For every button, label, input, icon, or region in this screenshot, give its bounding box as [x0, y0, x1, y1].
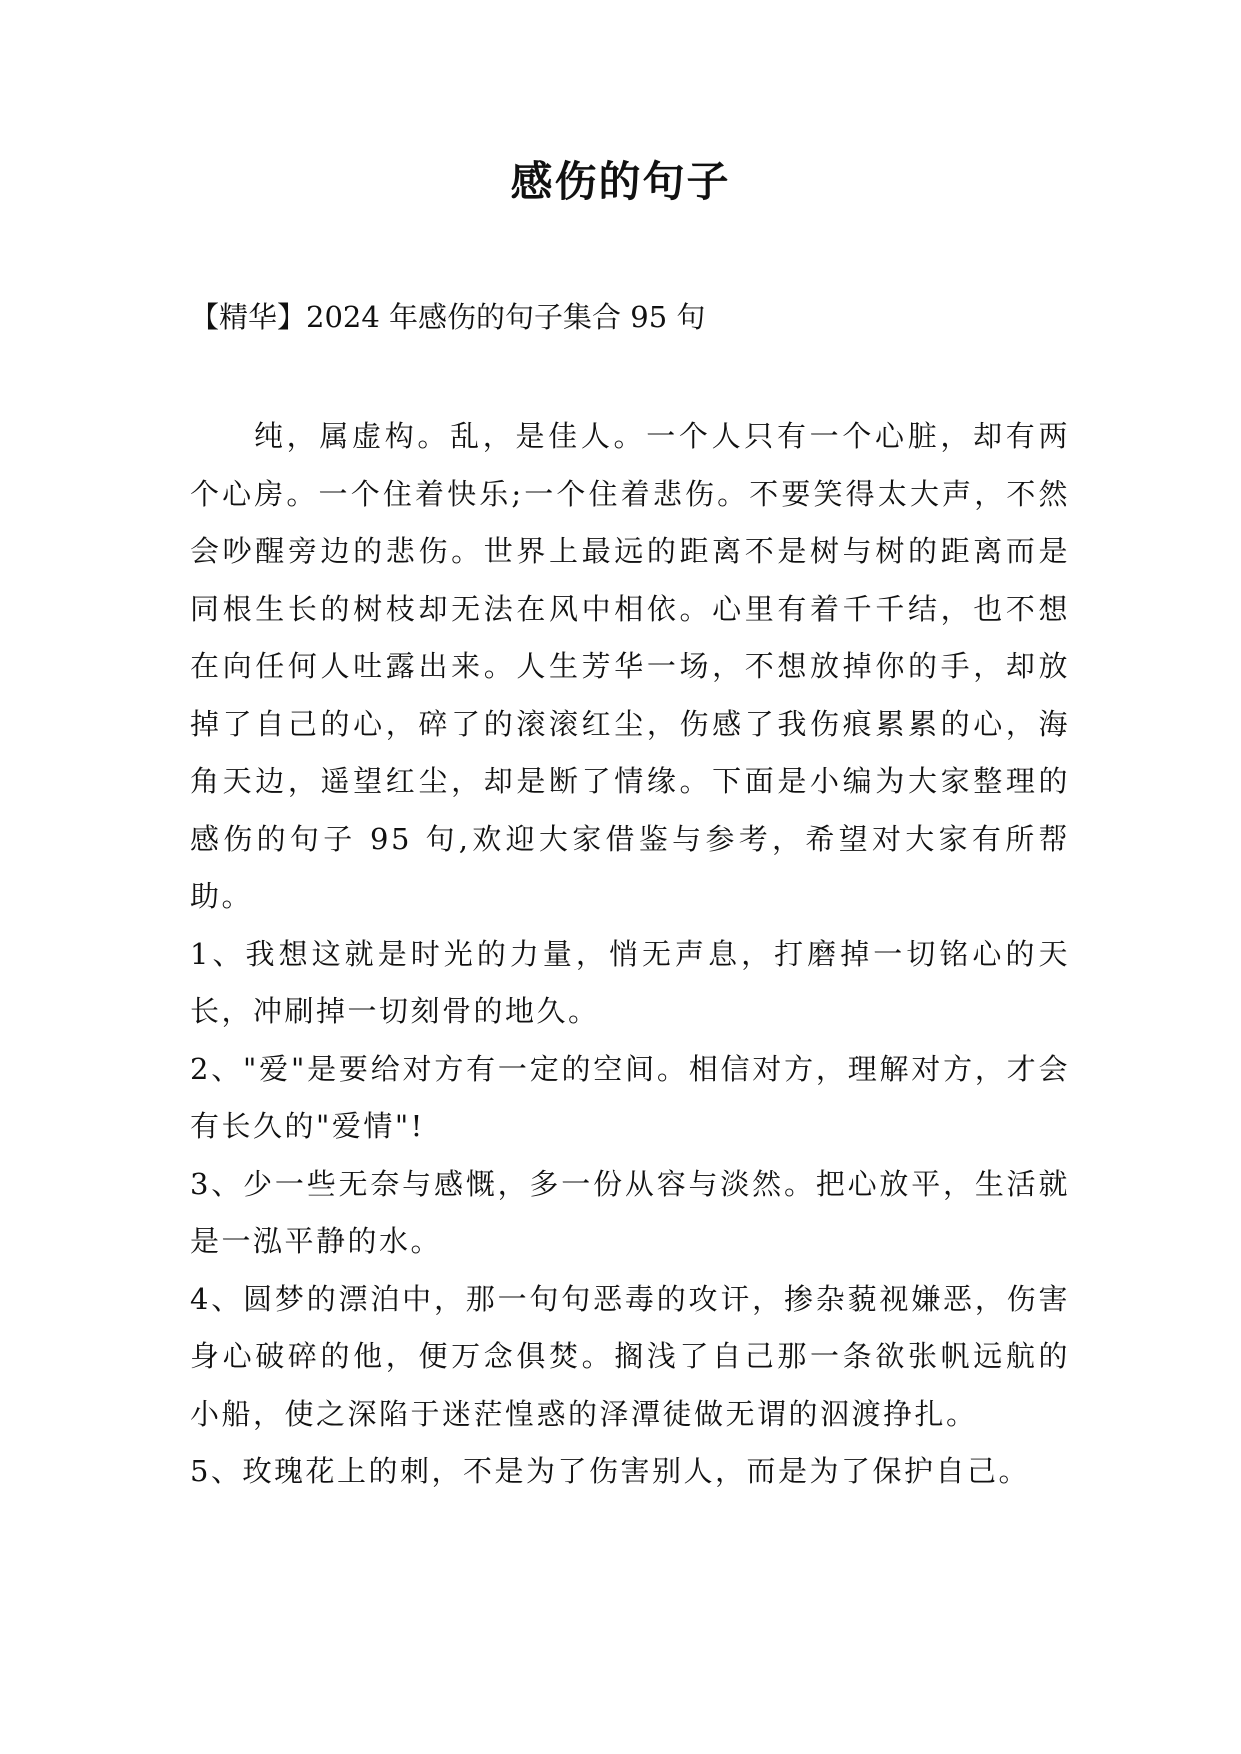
intro-paragraph: 纯，属虚构。乱，是佳人。一个人只有一个心脏，却有两个心房。一个住着快乐;一个住着悲伤。不要笑得太大声，不然会吵醒旁边的悲伤。世界上最远的距离不是树与树的距离而是同根生长的树枝却无法在风中相依。心里有着千千结，也不想在向任何人吐露出来。人生芳华一场，不想放掉你的手，却放掉了自己的心，碎了的滚滚红尘，伤感了我伤痕累累的心，海角天边，遥望红尘，却是断了情缘。下面是小编为大家整理的感伤的句子 95 句,欢迎大家借鉴与参考，希望对大家有所帮助。 [190, 419, 1070, 913]
list-item: 5、玫瑰花上的刺，不是为了伤害别人，而是为了保护自己。 [190, 1454, 1030, 1488]
list-item: 3、少一些无奈与感慨，多一份从容与淡然。把心放平，生活就是一泓平静的水。 [190, 1166, 1070, 1258]
list-item: 2、"爱"是要给对方有一定的空间。相信对方，理解对方，才会有长久的"爱情"! [190, 1051, 1070, 1143]
list-item: 1、我想这就是时光的力量，悄无声息，打磨掉一切铭心的天长，冲刷掉一切刻骨的地久。 [190, 936, 1070, 1028]
document-subtitle: 【精华】2024 年感伤的句子集合 95 句 [190, 300, 706, 334]
list-item: 4、圆梦的漂泊中，那一句句恶毒的攻讦，掺杂藐视嫌恶，伤害身心破碎的他，便万念俱焚。搁浅了自己那一条欲张帆远航的小船，使之深陷于迷茫惶惑的泽潭徒做无谓的泅渡挣扎。 [190, 1281, 1070, 1431]
page-title: 感伤的句子 [510, 157, 731, 206]
document-body [190, 408, 1070, 1501]
